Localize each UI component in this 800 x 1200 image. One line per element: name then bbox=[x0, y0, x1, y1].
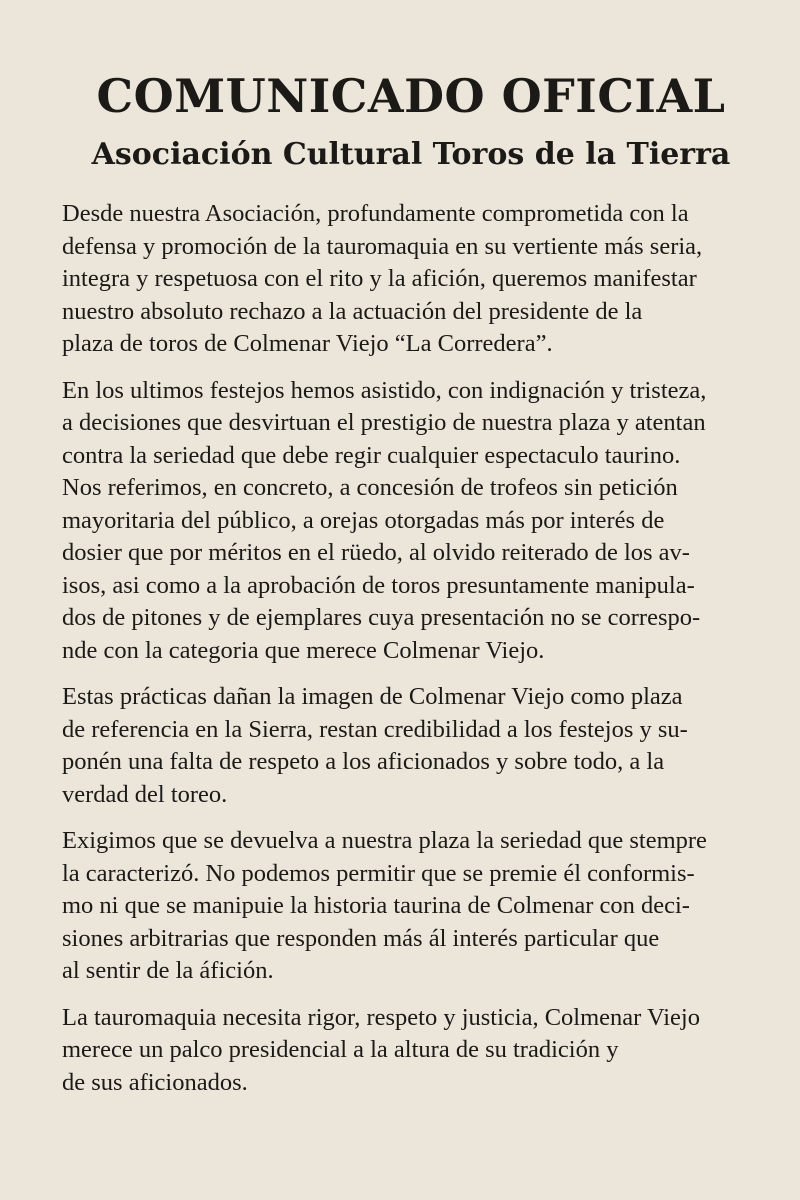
paragraph-line: dos de pitones y de ejemplares cuya presentación no se correspo- bbox=[62, 604, 701, 631]
document-body bbox=[62, 198, 760, 1099]
paragraph-line: integra y respetuosa con el rito y la afición, queremos manifestar bbox=[62, 265, 697, 292]
paragraph-line: al sentir de la áfición. bbox=[62, 957, 274, 984]
paragraph-line: verdad del toreo. bbox=[62, 780, 228, 808]
document-title: COMUNICADO OFICIAL bbox=[96, 69, 726, 123]
paragraph-line: siones arbitrarias que responden más ál interés particular que bbox=[62, 924, 660, 952]
paragraph-line: ponén una falta de respeto a los aficionados y sobre todo, a la bbox=[62, 748, 665, 775]
paragraph-4 bbox=[62, 825, 760, 988]
paragraph-line: nde con la categoria que merece Colmenar Viejo. bbox=[62, 636, 545, 664]
paragraph-line: isos, asi como a la aprobación de toros presuntamente manipula- bbox=[62, 571, 695, 599]
paragraph-line: mayoritaria del público, a orejas otorgadas más por interés de bbox=[62, 506, 665, 534]
paragraph-line: La tauromaquia necesita rigor, respeto y justicia, Colmenar Viejo bbox=[62, 1003, 700, 1031]
paragraph-3 bbox=[62, 681, 760, 811]
document-subtitle: Asociación Cultural Toros de la Tierra bbox=[91, 137, 731, 172]
paragraph-line: contra la seriedad que debe regir cualquier espectaculo taurino. bbox=[62, 441, 681, 469]
paragraph-5 bbox=[62, 1002, 760, 1100]
paragraph-line: Estas prácticas dañan la imagen de Colmenar Viejo como plaza bbox=[62, 683, 683, 710]
paragraph-line: de sus aficionados. bbox=[62, 1068, 248, 1096]
paragraph-line: mo ni que se manipuie la historia taurina de Colmenar con deci- bbox=[62, 892, 690, 919]
paragraph-line: plaza de toros de Colmenar Viejo “La Corredera”. bbox=[62, 330, 553, 357]
paragraph-line: de referencia en la Sierra, restan credibilidad a los festejos y su- bbox=[62, 715, 688, 743]
paragraph-line: merece un palco presidencial a la altura de su tradición y bbox=[62, 1036, 619, 1063]
paragraph-line: nuestro absoluto rechazo a la actuación del presidente de la bbox=[62, 297, 643, 325]
paragraph-line: defensa y promoción de la tauromaquia en su vertiente más seria, bbox=[62, 232, 703, 260]
paragraph-1 bbox=[62, 198, 760, 361]
paragraph-line: a decisiones que desvirtuan el prestigio de nuestra plaza y atentan bbox=[62, 409, 706, 436]
paragraph-line: Nos referimos, en concreto, a concesión de trofeos sin petición bbox=[62, 474, 678, 501]
paragraph-line: dosier que por méritos en el rüedo, al olvido reiterado de los av- bbox=[62, 539, 690, 566]
paragraph-line: Desde nuestra Asociación, profundamente comprometida con la bbox=[62, 200, 689, 227]
paragraph-line: la caracterizó. No podemos permitir que se premie él conformis- bbox=[62, 859, 695, 887]
paragraph-2 bbox=[62, 375, 760, 668]
paragraph-line: En los ultimos festejos hemos asistido, con indignación y tristeza, bbox=[62, 376, 707, 404]
paragraph-line: Exigimos que se devuelva a nuestra plaza la seriedad que stempre bbox=[62, 827, 707, 854]
